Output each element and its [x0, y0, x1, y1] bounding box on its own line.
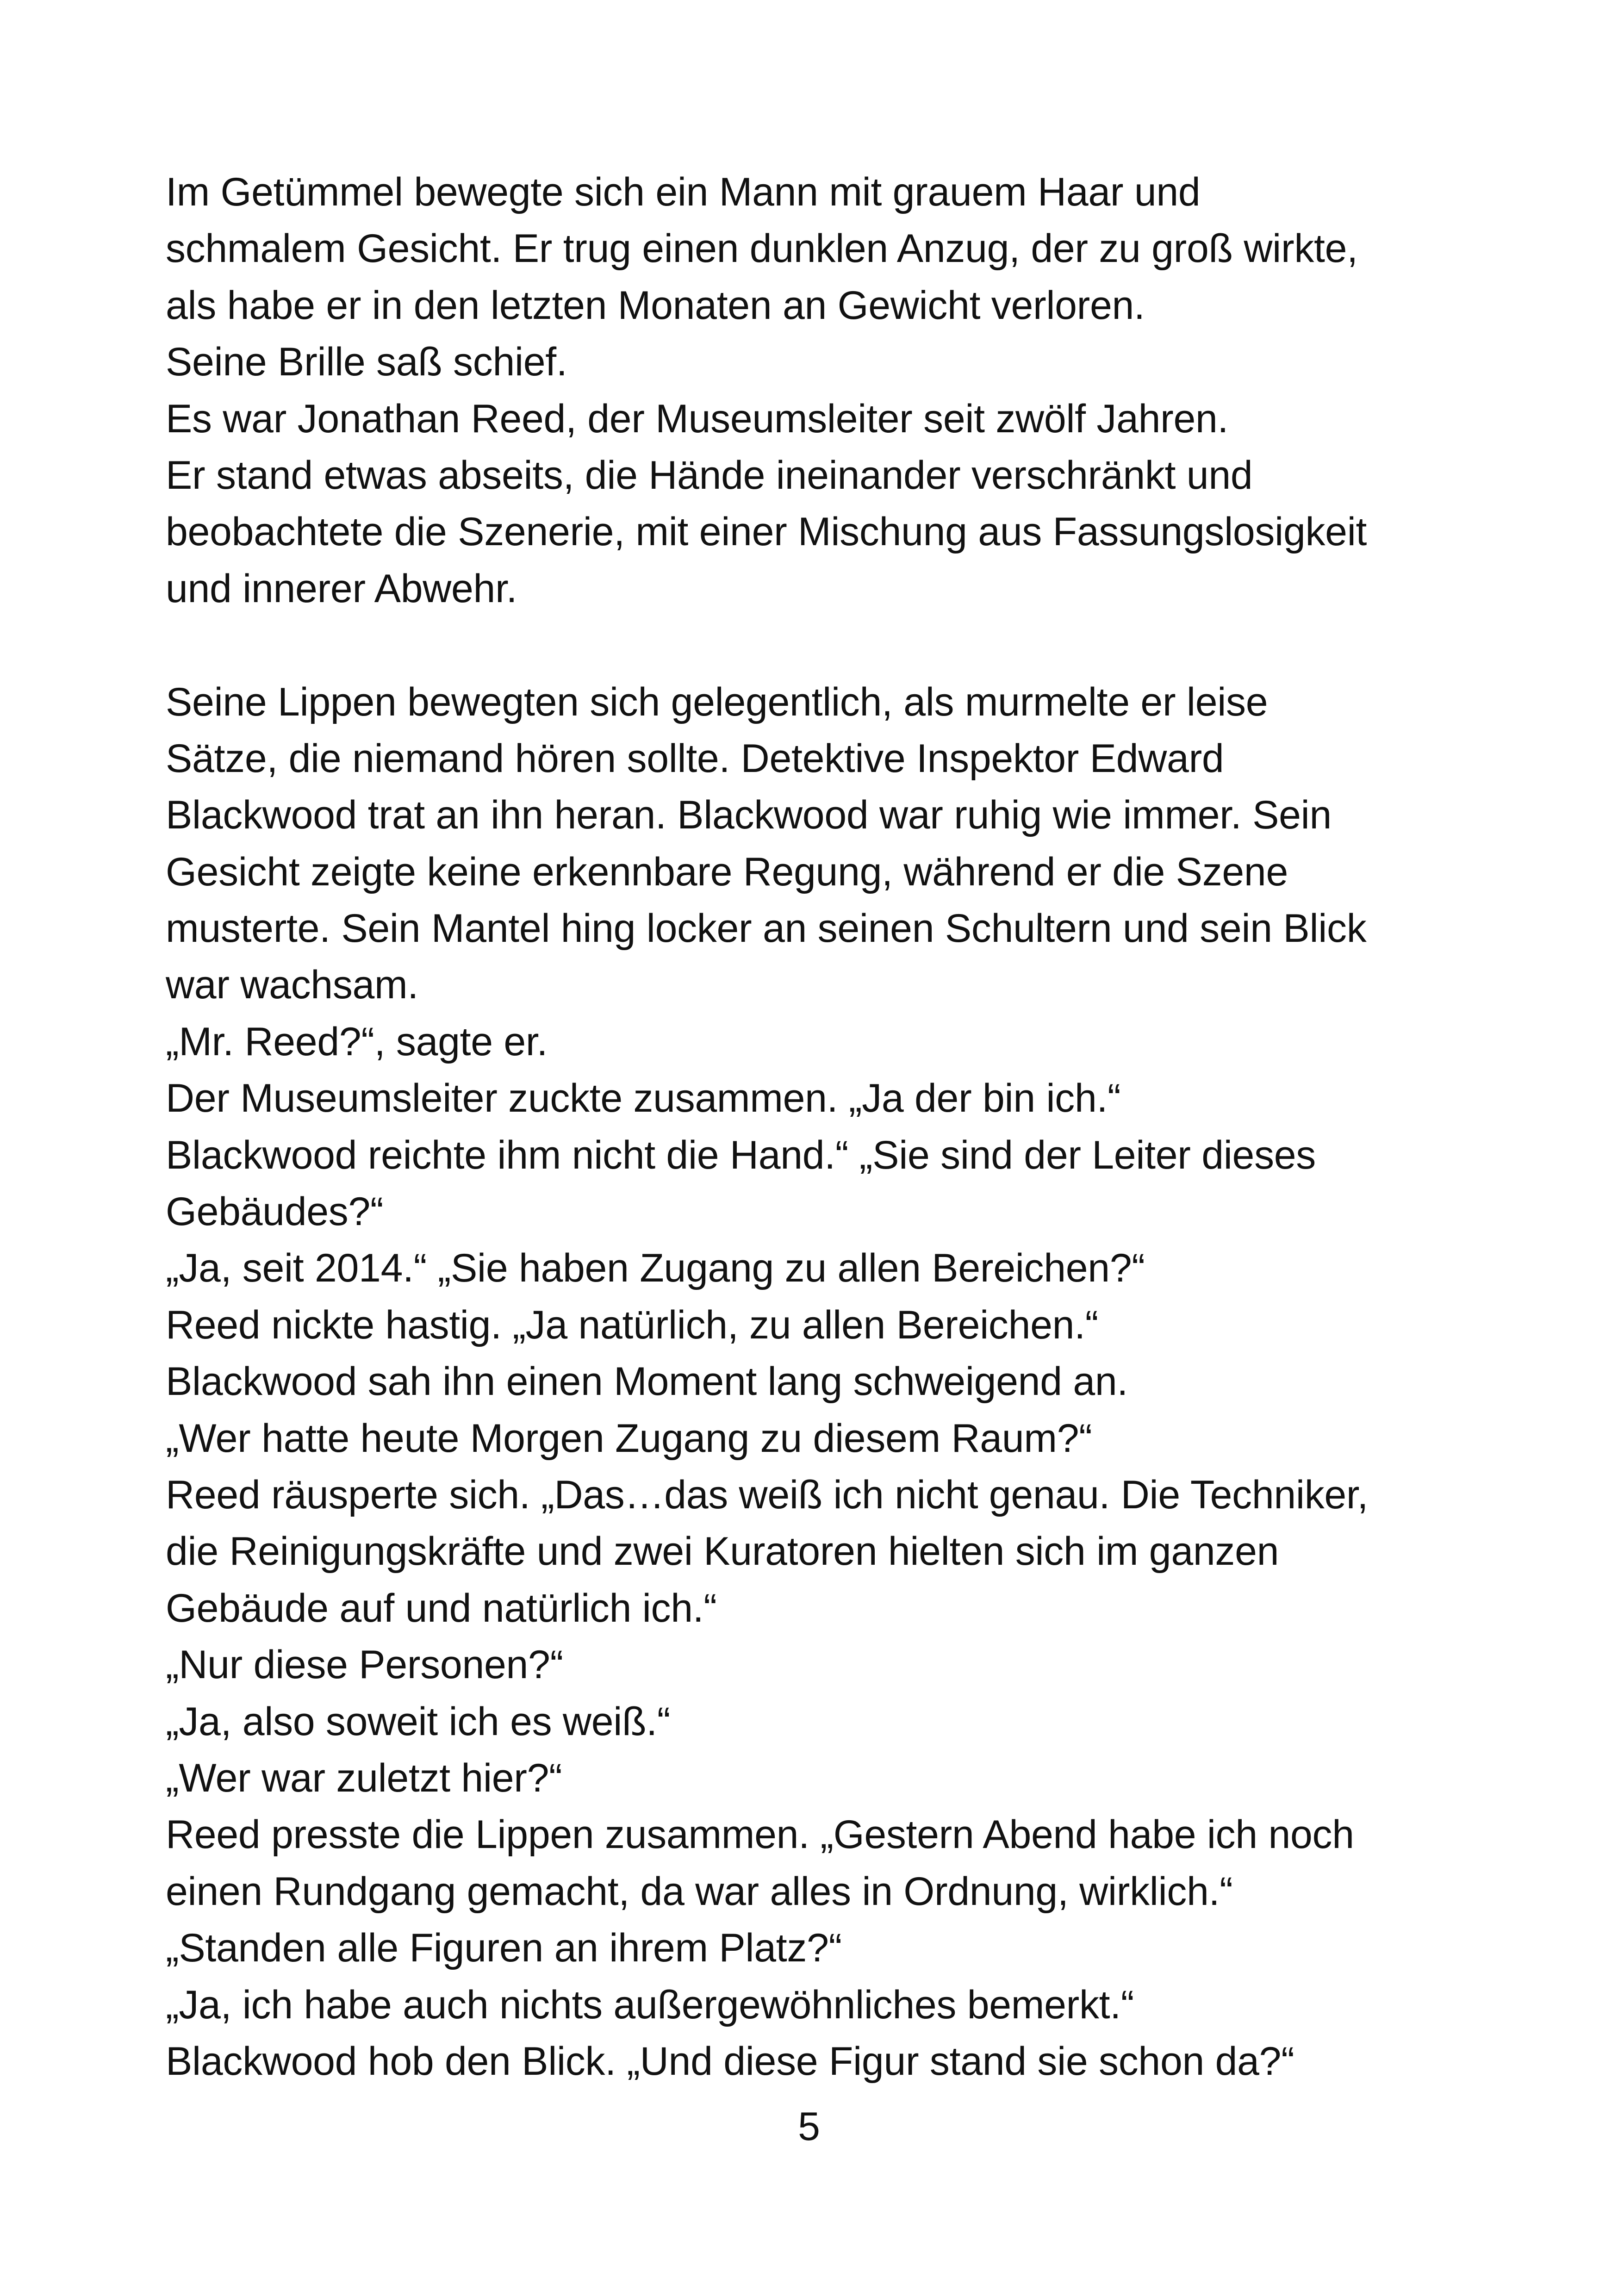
text-line: „Wer hatte heute Morgen Zugang zu diesem Raum?“	[166, 1416, 1092, 1461]
paragraph-1	[166, 164, 1489, 617]
text-line: Der Museumsleiter zuckte zusammen. „Ja der bin ich.“	[166, 1076, 1121, 1121]
text-line: „Ja, also soweit ich es weiß.“	[166, 1699, 671, 1744]
text-line: Es war Jonathan Reed, der Museumsleiter seit zwölf Jahren.	[166, 396, 1229, 441]
text-line: einen Rundgang gemacht, da war alles in Ordnung, wirklich.“	[166, 1869, 1233, 1914]
body-text	[166, 164, 1489, 2090]
text-line: „Mr. Reed?“, sagte er.	[166, 1019, 548, 1064]
text-line: Reed presste die Lippen zusammen. „Gestern Abend habe ich noch	[166, 1812, 1354, 1857]
paragraph-spacer	[166, 617, 1489, 673]
text-line: Blackwood hob den Blick. „Und diese Figur stand sie schon da?“	[166, 2039, 1294, 2084]
text-line: Er stand etwas abseits, die Hände ineinander verschränkt und	[166, 453, 1253, 498]
text-line: schmalem Gesicht. Er trug einen dunklen Anzug, der zu groß wirkte,	[166, 226, 1358, 271]
text-line: „Standen alle Figuren an ihrem Platz?“	[166, 1926, 842, 1971]
text-line: war wachsam.	[166, 963, 418, 1008]
text-line: Im Getümmel bewegte sich ein Mann mit grauem Haar und	[166, 170, 1201, 214]
text-line: Gebäudes?“	[166, 1189, 384, 1234]
text-line: Seine Brille saß schief.	[166, 340, 567, 385]
text-line: musterte. Sein Mantel hing locker an seinen Schultern und sein Blick	[166, 906, 1367, 951]
text-line: Blackwood sah ihn einen Moment lang schweigend an.	[166, 1359, 1128, 1404]
text-line: als habe er in den letzten Monaten an Gewicht verloren.	[166, 283, 1145, 328]
text-line: Seine Lippen bewegten sich gelegentlich, als murmelte er leise	[166, 679, 1268, 724]
text-line: Reed räusperte sich. „Das…das weiß ich nicht genau. Die Techniker,	[166, 1472, 1369, 1517]
text-line: „Ja, ich habe auch nichts außergewöhnliches bemerkt.“	[166, 1982, 1134, 2027]
text-line: Gesicht zeigte keine erkennbare Regung, während er die Szene	[166, 849, 1288, 894]
text-line: Sätze, die niemand hören sollte. Detektive Inspektor Edward	[166, 736, 1224, 781]
page-number: 5	[798, 2104, 820, 2149]
text-line: Gebäude auf und natürlich ich.“	[166, 1586, 717, 1630]
text-line: Reed nickte hastig. „Ja natürlich, zu allen Bereichen.“	[166, 1302, 1099, 1347]
paragraph-2	[166, 674, 1489, 2090]
text-line: Blackwood trat an ihn heran. Blackwood war ruhig wie immer. Sein	[166, 793, 1332, 838]
text-line: die Reinigungskräfte und zwei Kuratoren hielten sich im ganzen	[166, 1529, 1279, 1574]
text-line: „Nur diese Personen?“	[166, 1643, 563, 1687]
text-line: beobachtete die Szenerie, mit einer Mischung aus Fassungslosigkeit	[166, 510, 1367, 554]
text-line: Blackwood reichte ihm nicht die Hand.“ „Sie sind der Leiter dieses	[166, 1132, 1316, 1177]
text-line: und innerer Abwehr.	[166, 566, 517, 611]
text-line: „Wer war zuletzt hier?“	[166, 1755, 562, 1800]
text-line: „Ja, seit 2014.“ „Sie haben Zugang zu allen Bereichen?“	[166, 1246, 1145, 1291]
